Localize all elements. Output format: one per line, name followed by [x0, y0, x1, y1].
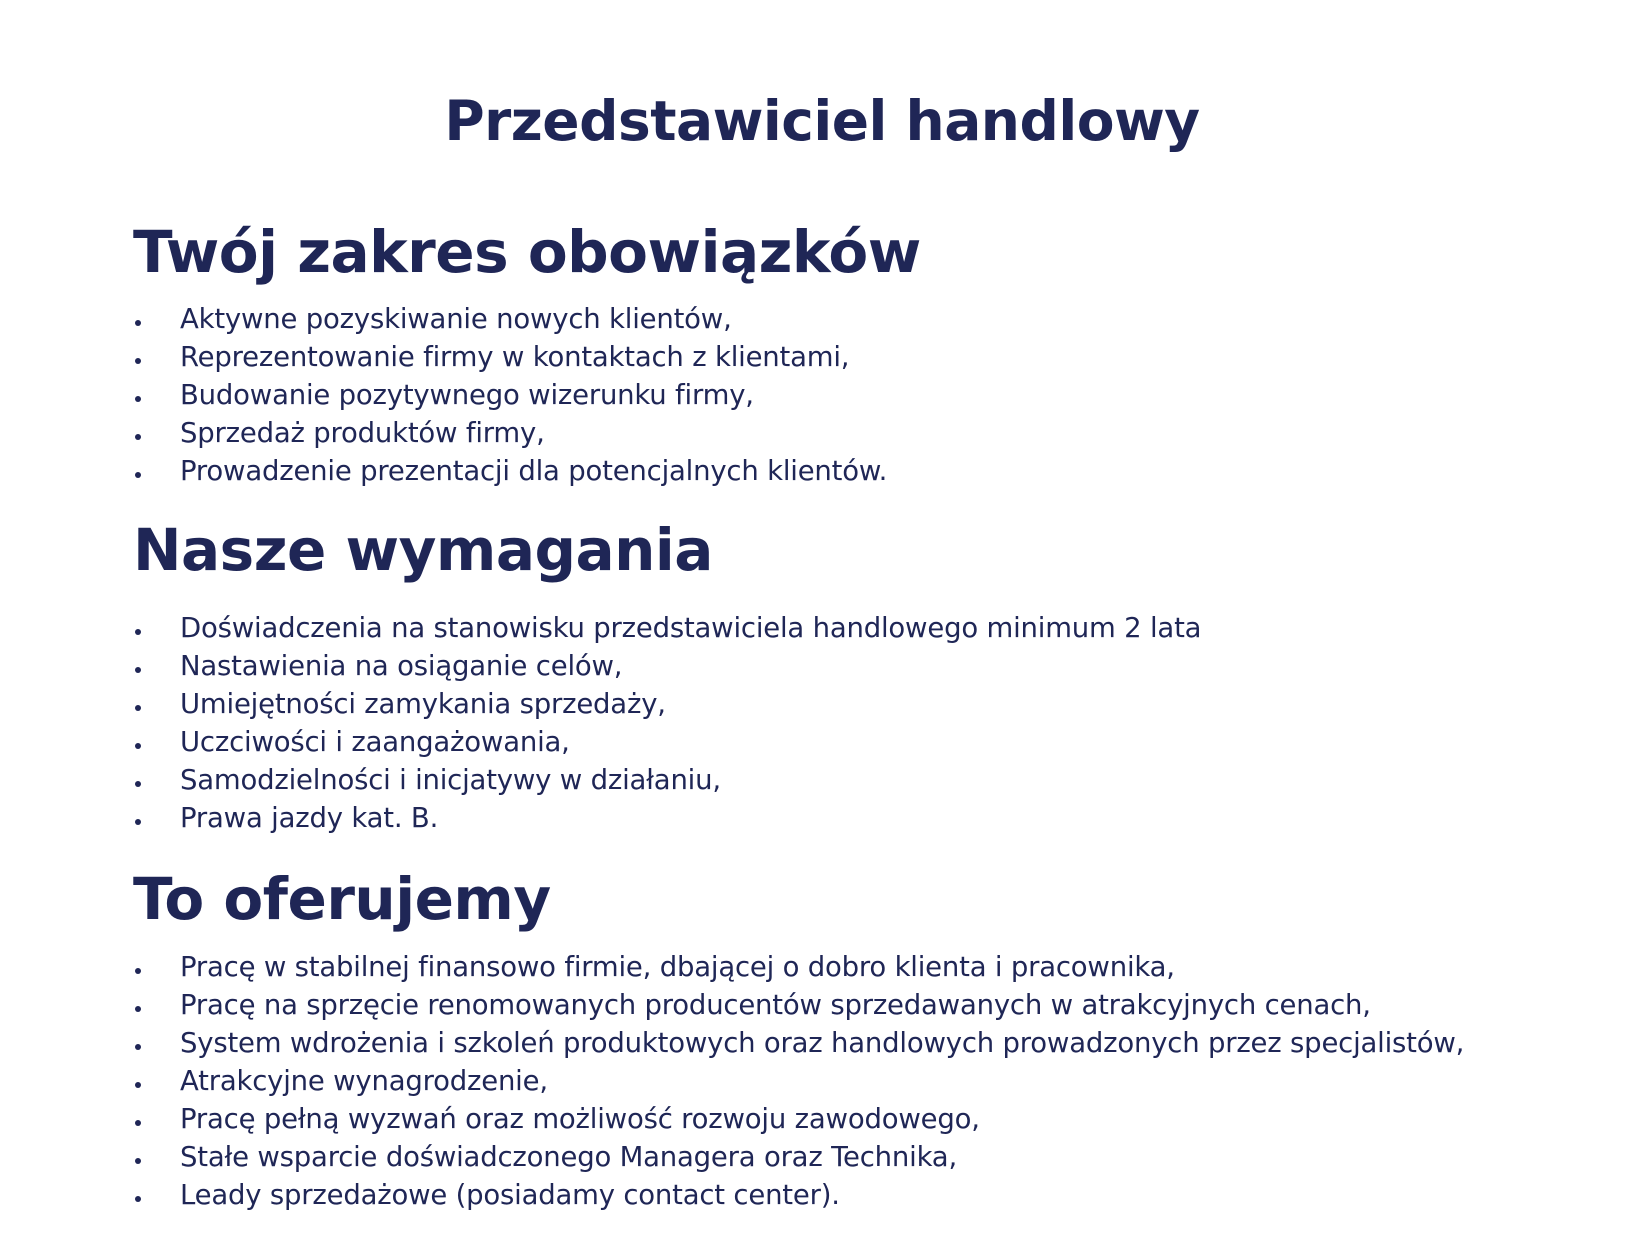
bullet-icon [135, 358, 141, 364]
offer-list [133, 948, 1464, 1214]
bullet-icon [135, 1006, 141, 1012]
bullet-icon [135, 1044, 141, 1050]
list-item-text: Uczciwości i zaangażowania, [180, 726, 570, 758]
list-item [133, 414, 887, 452]
list-item-text: Leady sprzedażowe (posiadamy contact center). [180, 1179, 840, 1211]
list-item [133, 723, 1201, 761]
list-item [133, 609, 1201, 647]
list-item-text: Reprezentowanie firmy w kontaktach z klientami, [180, 341, 850, 373]
bullet-icon [135, 705, 141, 711]
bullet-icon [135, 968, 141, 974]
list-item [133, 1062, 1464, 1100]
bullet-icon [135, 781, 141, 787]
bullet-icon [135, 1082, 141, 1088]
list-item-text: Umiejętności zamykania sprzedaży, [180, 688, 666, 720]
list-item-text: Atrakcyjne wynagrodzenie, [180, 1065, 548, 1097]
bullet-icon [135, 629, 141, 635]
list-item [133, 1024, 1464, 1062]
bullet-icon [135, 1120, 141, 1126]
list-item-text: Samodzielności i inicjatywy w działaniu, [180, 764, 721, 796]
list-item [133, 761, 1201, 799]
list-item [133, 1176, 1464, 1214]
bullet-icon [135, 320, 141, 326]
list-item [133, 452, 887, 490]
list-item [133, 376, 887, 414]
list-item [133, 948, 1464, 986]
bullet-icon [135, 472, 141, 478]
list-item [133, 799, 1201, 837]
list-item [133, 647, 1201, 685]
page-title: Przedstawiciel handlowy [444, 89, 1200, 153]
section-heading-offer: To oferujemy [133, 865, 551, 933]
responsibilities-list [133, 300, 887, 490]
list-item-text: Aktywne pozyskiwanie nowych klientów, [180, 303, 732, 335]
list-item-text: Prawa jazdy kat. B. [180, 802, 439, 834]
list-item-text: Pracę w stabilnej finansowo firmie, dbającej o dobro klienta i pracownika, [180, 951, 1175, 983]
requirements-list [133, 609, 1201, 837]
bullet-icon [135, 1158, 141, 1164]
list-item-text: Doświadczenia na stanowisku przedstawiciela handlowego minimum 2 lata [180, 612, 1202, 644]
list-item-text: System wdrożenia i szkoleń produktowych oraz handlowych prowadzonych przez specjalistów, [180, 1027, 1465, 1059]
list-item-text: Pracę na sprzęcie renomowanych producentów sprzedawanych w atrakcyjnych cenach, [180, 989, 1371, 1021]
bullet-icon [135, 396, 141, 402]
list-item [133, 338, 887, 376]
list-item-text: Prowadzenie prezentacji dla potencjalnych klientów. [180, 455, 888, 487]
section-heading-responsibilities: Twój zakres obowiązków [133, 218, 921, 286]
list-item [133, 986, 1464, 1024]
list-item [133, 300, 887, 338]
list-item [133, 1100, 1464, 1138]
bullet-icon [135, 1196, 141, 1202]
list-item-text: Budowanie pozytywnego wizerunku firmy, [180, 379, 754, 411]
bullet-icon [135, 434, 141, 440]
list-item [133, 685, 1201, 723]
section-heading-requirements: Nasze wymagania [133, 516, 713, 584]
bullet-icon [135, 743, 141, 749]
bullet-icon [135, 819, 141, 825]
list-item-text: Stałe wsparcie doświadczonego Managera oraz Technika, [180, 1141, 958, 1173]
list-item [133, 1138, 1464, 1176]
bullet-icon [135, 667, 141, 673]
list-item-text: Pracę pełną wyzwań oraz możliwość rozwoju zawodowego, [180, 1103, 980, 1135]
list-item-text: Nastawienia na osiąganie celów, [180, 650, 623, 682]
list-item-text: Sprzedaż produktów firmy, [180, 417, 545, 449]
